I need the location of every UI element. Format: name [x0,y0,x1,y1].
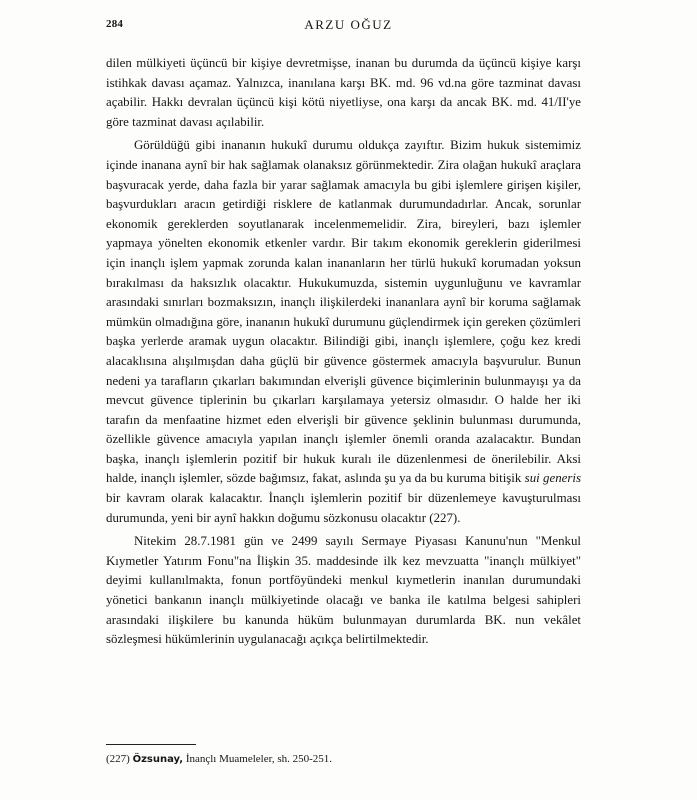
page-number: 284 [106,18,124,30]
paragraph-2 [106,136,581,528]
footnote [106,752,332,767]
body-text [106,54,581,650]
paragraph-2-text-b: bir kavram olarak kalacaktır. İnançlı işlemlerin pozitif bir düzenlemeye kavuşturulması durumunda, yeni bir aynî hakkın doğumu sözkonusu olacaktır (227). [106,491,581,525]
paragraph-2-text-a: Görüldüğü gibi inananın hukukî durumu oldukça zayıftır. Bizim hukuk sistemimiz içinde inanana aynî bir hak sağlamak olanaksız görünmektedir. Zira olağan hukukî araçlara başvuracak yerde, daha fazla bir yarar sağlamak amacıyla bu gibi işlemlere girişen kişiler, başvurdukları aracın getirdiği risklere de katlanmak durumundadırlar. Ancak, sorunlar ekonomik gereklerden soyutlanarak incelenmemelidir. Zira, bireyleri, bazı işlemler yapmaya yönelten ekonomik etkenler vardır. Bir takım ekonomik gereklerin giderilmesi için inançlı işlem yapmak zorunda kalan inananların her türlü hukukî korumadan yoksun bırakılması da haksızlık olacaktır. Hukukumuzda, sistemin uygunluğunu ve kavramlar arasındaki sınırları bozmaksızın, inançlı ilişkilerdeki inananlara aynî bir koruma sağlamak mümkün olmadığına göre, inananın hukukî durumunu güçlendirmek için gereken çözümleri başka yerlerde aramak uygun olacaktır. Bilindiği gibi, inançlı işlemlere, çoğu kez kredi alacaklısına alışılmışdan daha güçlü bir güvence göstermek amacıyla başvurulur. Bunun nedeni ya tarafların çıkarları bakımından elverişli güvence biçimlerinin bulunmayışı ya da mevcut güvence tiplerinin bu çıkarları karşılamaya yetersiz olmasıdır. O halde her iki tarafın da menfaatine hizmet eden elverişli bir güvence şeklinin bulunması durumunda, özellikle güvence amacıyla yapılan inançlı işlemler önemli oranda azalacaktır. Bundan başka, inançlı işlemlerin pozitif bir hukuk kuralı ile düzenlenmesi de önerilebilir. Aksi halde, inançlı işlemler, sözde bağımsız, fakat, aslında şu ya da bu kuruma bitişik [106,138,581,486]
footnote-number: (227) [106,753,130,765]
running-title: ARZU OĞUZ [304,17,393,32]
footnote-author: Özsunay, [132,754,184,765]
paragraph-1: dilen mülkiyeti üçüncü bir kişiye devretmişse, inanan bu durumda da üçüncü kişiye karşı istihkak davası açamaz. Yalnızca, inanılana karşı BK. md. 96 vd.na göre tazminat davası açabilir. Hakkı devralan üçüncü kişi kötü niyetliyse, ona karşı da ancak BK. md. 41/II'ye göre tazminat davası açılabilir. [106,56,581,129]
footnote-citation: İnançlı Muameleler, sh. 250-251. [185,753,333,765]
italic-term: sui generis [524,471,581,486]
footnote-divider [106,744,196,745]
paragraph-3: Nitekim 28.7.1981 gün ve 2499 sayılı Sermaye Piyasası Kanunu'nun "Menkul Kıymetler Yatırım Fonu"na İlişkin 35. maddesinde ilk kez mevzuatta "inançlı mülkiyet" deyimi kullanılmakta, fonun portföyündeki menkul kıymetlerin inanılan durumundaki yönetici bankanın inançlı mülkiyetinde olacağı ve banka ile katılma belgesi sahipleri arasındaki ilişkilere bu kanunda hüküm bulunmayan durumlarda BK. nun vekâlet sözleşmesi hükümlerinin uygulanacağı açıkça belirtilmektedir. [106,534,581,647]
